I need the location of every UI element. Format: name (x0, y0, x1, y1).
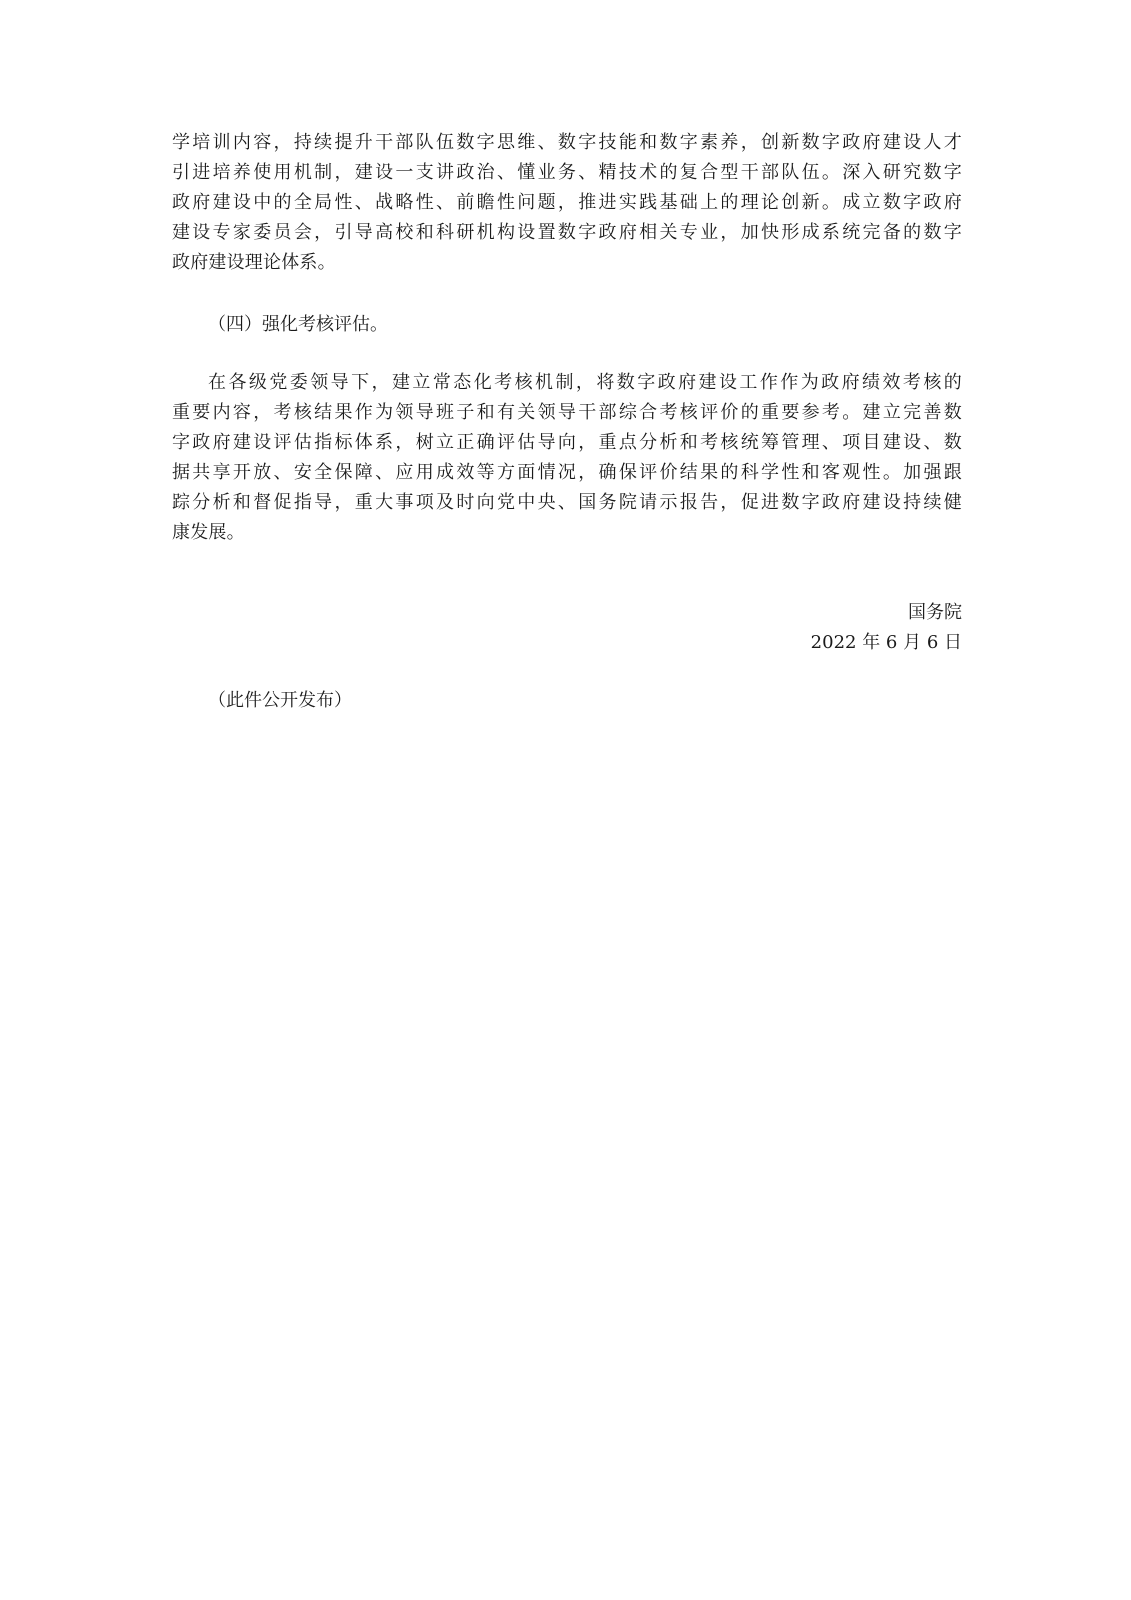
paragraph-line: 字政府建设评估指标体系，树立正确评估导向，重点分析和考核统筹管理、项目建设、数 (172, 432, 962, 453)
signature-issuer: 国务院 (908, 602, 962, 623)
paragraph-line: 重要内容，考核结果作为领导班子和有关领导干部综合考核评价的重要参考。建立完善数 (172, 402, 962, 423)
section-heading: （四）强化考核评估。 (208, 314, 388, 335)
paragraph-line: 引进培养使用机制，建设一支讲政治、懂业务、精技术的复合型干部队伍。深入研究数字 (172, 162, 962, 183)
signature-date: 2022 年 6 月 6 日 (810, 632, 962, 653)
paragraph-line: 据共享开放、安全保障、应用成效等方面情况，确保评价结果的科学性和客观性。加强跟 (172, 462, 962, 483)
paragraph-talent-and-theory (172, 128, 962, 278)
paragraph-assessment (172, 368, 962, 548)
paragraph-line: 康发展。 (172, 522, 245, 543)
paragraph-line: 踪分析和督促指导，重大事项及时向党中央、国务院请示报告，促进数字政府建设持续健 (172, 492, 962, 513)
paragraph-line: 在各级党委领导下，建立常态化考核机制，将数字政府建设工作作为政府绩效考核的 (208, 372, 962, 393)
paragraph-line: 学培训内容，持续提升干部队伍数字思维、数字技能和数字素养，创新数字政府建设人才 (172, 132, 962, 153)
paragraph-line: 政府建设中的全局性、战略性、前瞻性问题，推进实践基础上的理论创新。成立数字政府 (172, 192, 962, 213)
paragraph-line: 建设专家委员会，引导高校和科研机构设置数字政府相关专业，加快形成系统完备的数字 (172, 222, 962, 243)
publication-note: （此件公开发布） (208, 690, 352, 711)
paragraph-line: 政府建设理论体系。 (172, 252, 336, 273)
